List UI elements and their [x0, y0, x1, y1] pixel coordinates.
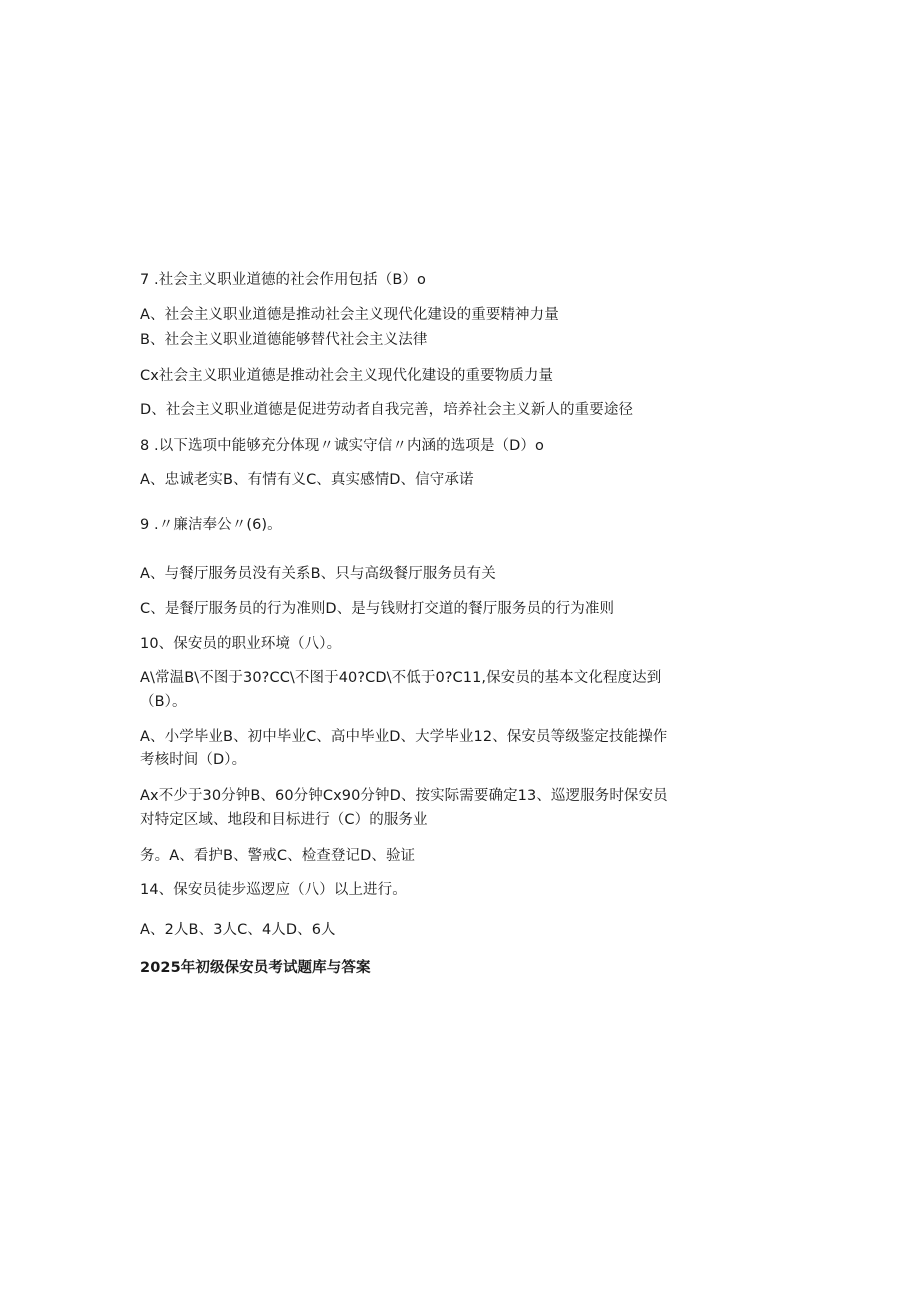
- q8-options: A、忠诚老实B、有情有义C、真实感情D、信守承诺: [140, 472, 474, 488]
- q9-options-cd: C、是餐厅服务员的行为准则D、是与钱财打交道的餐厅服务员的行为准则: [140, 601, 615, 617]
- q12-answer: 考核时间（D）。: [140, 752, 247, 768]
- q11-answer: （B）。: [140, 694, 187, 710]
- question-9: 9 .〃廉洁奉公〃(6)。: [140, 517, 282, 533]
- q10-options-q11: A\常温B\不图于30?CC\不图于40?CD\不低于0?C11,保安员的基本文化程度达到: [140, 670, 662, 686]
- question-8: 8 .以下选项中能够充分体现〃诚实守信〃内涵的选项是（D）o: [140, 438, 544, 454]
- question-14: 14、保安员徒步巡逻应（八）以上进行。: [140, 882, 407, 898]
- q9-options-ab: A、与餐厅服务员没有关系B、只与高级餐厅服务员有关: [140, 566, 496, 582]
- question-10: 10、保安员的职业环境（八）。: [140, 636, 342, 652]
- document-title: 2025年初级保安员考试题库与答案: [140, 960, 371, 976]
- q13-options: 务。A、看护B、警戒C、检查登记D、验证: [140, 848, 416, 864]
- q7-option-b: B、社会主义职业道德能够替代社会主义法律: [140, 332, 428, 348]
- q12-options-q13: Ax不少于30分钟B、60分钟Cx90分钟D、按实际需要确定13、巡逻服务时保安员: [140, 788, 668, 804]
- q13-continued: 对特定区域、地段和目标进行（C）的服务业: [140, 812, 428, 828]
- q11-options-q12: A、小学毕业B、初中毕业C、高中毕业D、大学毕业12、保安员等级鉴定技能操作: [140, 729, 668, 745]
- q7-option-c: Cx社会主义职业道德是推动社会主义现代化建设的重要物质力量: [140, 368, 554, 384]
- q7-option-a: A、社会主义职业道德是推动社会主义现代化建设的重要精神力量: [140, 307, 559, 323]
- question-7: 7 .社会主义职业道德的社会作用包括（B）o: [140, 272, 426, 288]
- q7-option-d: D、社会主义职业道德是促进劳动者自我完善，培养社会主义新人的重要途径: [140, 402, 634, 418]
- q14-options: A、2人B、3人C、4人D、6人: [140, 922, 336, 938]
